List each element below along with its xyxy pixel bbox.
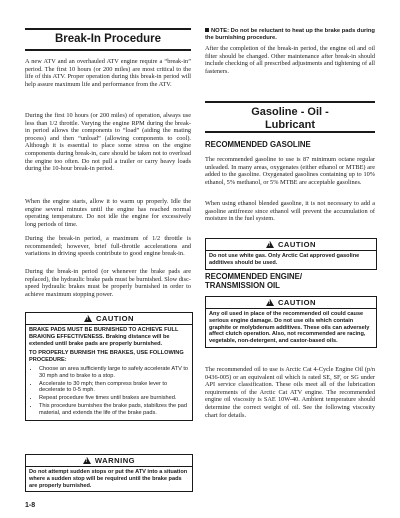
paragraph-ethanol: When using ethanol blended gasoline, it is not necessary to add a gasoline antifreeze since ethanol will prevent the accumulation of moisture in the fuel system. bbox=[205, 200, 375, 223]
list-item: • This procedure burnishes the brake pads, stabilizes the pad material, and extends the life of the brake pads. bbox=[39, 403, 189, 417]
paragraph-recommended-oil: The recommended oil to use is Arctic Cat 4-Cycle Engine Oil (p/n 0436-005) or an equivalent oil which is rated SE, SF, or SG under API service classification. These oils meet all of the lubrication requirements of the Arctic Cat ATV engine. The recommended engine oil viscosity is SAE 10W-40. Ambient temperature should determine the correct weight of oil. See the following viscosity chart for details. bbox=[205, 366, 375, 419]
warning-triangle-icon bbox=[266, 241, 274, 248]
caution-box-brake-pads bbox=[25, 312, 193, 421]
note-brake-pads: NOTE: Do not be reluctant to heat up the brake pads during the burnishing procedure. bbox=[205, 28, 375, 41]
caution-box-white-gas bbox=[205, 238, 377, 270]
warning-triangle-icon bbox=[83, 457, 91, 464]
paragraph-gasoline: The recommended gasoline to use is 87 minimum octane regular unleaded. In many areas, oxygenates (either ethanol or MTBE) are added to the gasoline. Oxygenated gasolines containing up to 10% ethanol, 5% methanol, or 5% MTBE are acceptable gasolines. bbox=[205, 156, 375, 186]
paragraph-after-break-in: After the completion of the break-in period, the engine oil and oil filter should be changed. Other maintenance after break-in should include checking of all prescribed adjustments and tightening of all fasteners. bbox=[205, 45, 375, 75]
warning-triangle-icon bbox=[84, 315, 92, 322]
paragraph-warm-up: When the engine starts, allow it to warm up properly. Idle the engine several minutes until the engine has reached normal operating temperature. Do not idle the engine for excessively long periods of time. bbox=[25, 198, 191, 228]
caution-text-white-gas: Do not use white gas. Only Arctic Cat approved gasoline additives should be used. bbox=[209, 253, 360, 266]
caution-text-oil: Any oil used in place of the recommended oil could cause serious engine damage. Do not use oils which contain graphite or molybdenum additives. These oils can adversely affect clutch operation. Also, not recommended are racing, vegetable, non-detergent, and castor-based oils. bbox=[209, 311, 370, 345]
caution-text-procedure: TO PROPERLY BURNISH THE BRAKES, USE FOLLOWING PROCEDURE: bbox=[29, 350, 184, 364]
bullet-square-icon bbox=[205, 28, 209, 32]
paragraph-half-throttle: During the break-in period, a maximum of 1/2 throttle is recommended; however, brief full-throttle accelerations and variations in driving speeds contribute to good engine break-in. bbox=[25, 235, 191, 258]
list-item: • Choose an area sufficiently large to safely accelerate ATV to 30 mph and to brake to a stop. bbox=[39, 366, 189, 380]
paragraph-brake-burnish: During the break-in period (or whenever the brake pads are replaced), the hydraulic brake pads must be burnished. Slow disc-speed hydraulic brakes must be properly burnished in order to achieve maximum stopping power. bbox=[25, 268, 191, 298]
caution-body bbox=[26, 325, 192, 420]
warning-text: Do not attempt sudden stops or put the ATV into a situation where a sudden stop will be required until the brake pads are properly burnished. bbox=[29, 469, 188, 489]
page-number: 1-8 bbox=[25, 502, 36, 509]
caution-header: !CAUTION bbox=[206, 239, 376, 251]
subheading-recommended-oil: RECOMMENDED ENGINE/ TRANSMISSION OIL bbox=[205, 272, 303, 290]
caution-box-oil bbox=[205, 296, 377, 348]
caution-text-burnish: BRAKE PADS MUST BE BURNISHED TO ACHIEVE FULL BRAKING EFFECTIVENESS. Braking distance will be extended until brake pads are properly burnished. bbox=[29, 327, 179, 347]
burnish-steps-list bbox=[29, 366, 189, 417]
subheading-recommended-gasoline: RECOMMENDED GASOLINE bbox=[205, 140, 311, 149]
paragraph-break-in-intro: A new ATV and an overhauled ATV engine require a “break-in” period. The first 10 hours (or 200 miles) are most critical to the life of this ATV. Proper operation during this break-in period will help assure maximum life and performance from the ATV. bbox=[25, 58, 191, 88]
caution-header: !CAUTION bbox=[206, 297, 376, 309]
caution-header: !CAUTION bbox=[26, 313, 192, 325]
warning-box-sudden-stops bbox=[25, 454, 193, 492]
paragraph-first-10-hours: During the first 10 hours (or 200 miles) of operation, always use less than 1/2 throttle. Varying the engine RPM during the break-in period allows the components to “load” (aiding the mating process) and then “unload” (allowing components to cool). Although it is essential to place some stress on the engine components during break-in, care should be taken not to overload the engine too often. Do not pull a trailer or carry heavy loads during the 10-hour break-in period. bbox=[25, 112, 191, 173]
section-title-break-in: Break-In Procedure bbox=[25, 28, 191, 51]
list-item: • Accelerate to 30 mph; then compress brake lever to decelerate to 0-5 mph. bbox=[39, 381, 189, 395]
warning-triangle-icon bbox=[266, 299, 274, 306]
section-title-gasoline-oil-lubricant: Gasoline - Oil - Lubricant bbox=[205, 101, 375, 133]
warning-header: !WARNING bbox=[26, 455, 192, 467]
list-item: • Repeat procedure five times until brakes are burnished. bbox=[39, 395, 189, 402]
